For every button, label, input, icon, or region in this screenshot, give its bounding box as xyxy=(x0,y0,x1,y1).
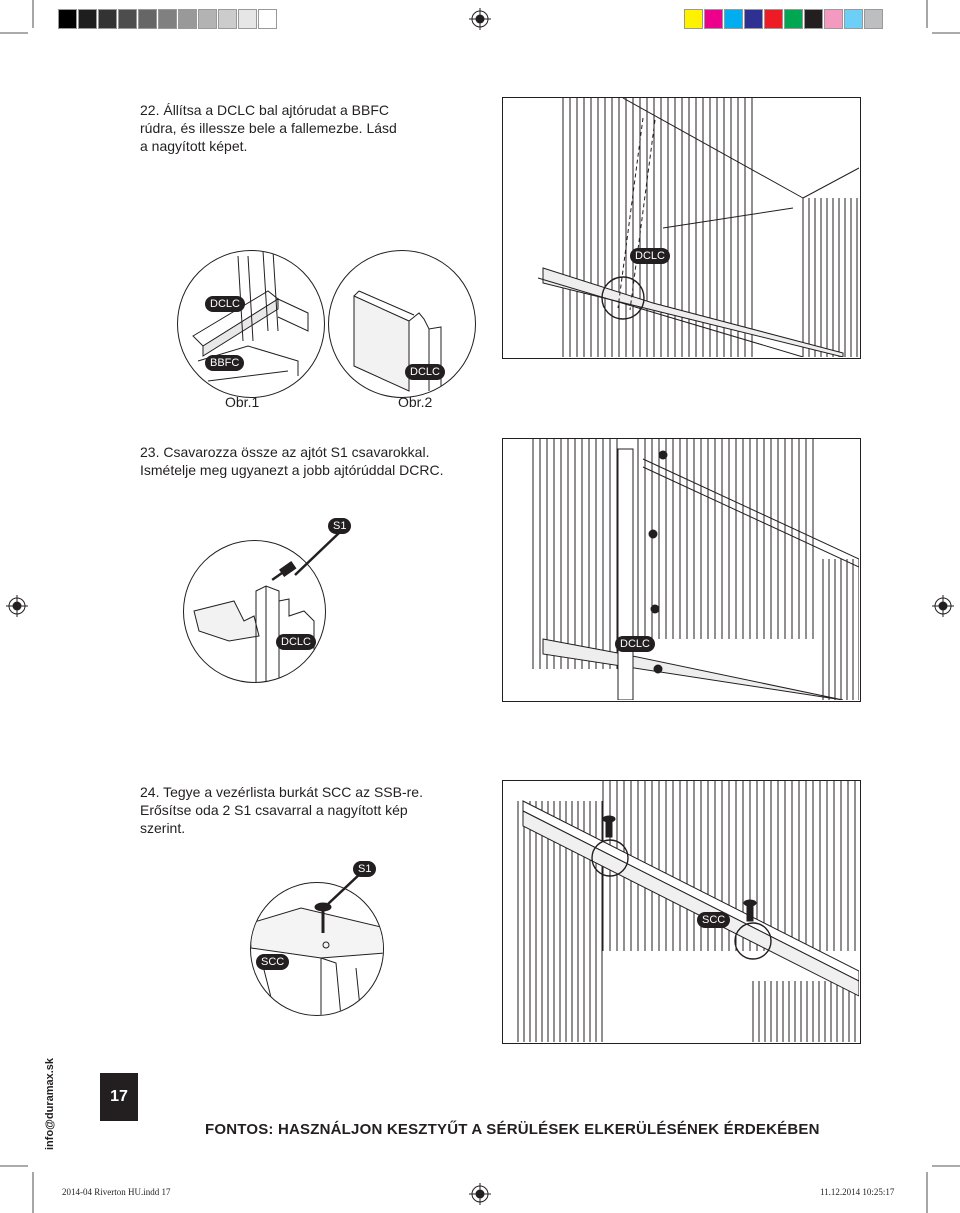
color-swatch xyxy=(704,9,723,29)
color-swatch xyxy=(864,9,883,29)
registration-mark-icon xyxy=(932,595,954,617)
color-swatch xyxy=(238,9,257,29)
step-22-text: 22. Állítsa a DCLC bal ajtórudat a BBFC rúdra, és illessze bele a fallemezbe. Lásd a nagyított képet. xyxy=(140,102,397,154)
gray-color-bar xyxy=(58,0,278,32)
registration-mark-icon xyxy=(469,8,491,30)
color-swatch xyxy=(804,9,823,29)
step-23-detail-dclc-label: DCLC xyxy=(276,634,316,650)
step-24-s1-label: S1 xyxy=(353,861,376,877)
color-swatch xyxy=(78,9,97,29)
color-swatch xyxy=(764,9,783,29)
step-24-main-scc-label: SCC xyxy=(697,912,730,928)
step-22-detail-2-dclc-label: DCLC xyxy=(405,364,445,380)
color-swatch xyxy=(98,9,117,29)
step-22-detail-1 xyxy=(177,250,325,398)
step-24-text: 24. Tegye a vezérlista burkát SCC az SSB-re. Erősítse oda 2 S1 csavarral a nagyított kép szerint. xyxy=(140,784,423,836)
color-swatch xyxy=(58,9,77,29)
step-23-main-illustration xyxy=(502,438,861,702)
color-swatch xyxy=(824,9,843,29)
figure-caption-1: Obr.1 xyxy=(225,394,260,410)
registration-mark-icon xyxy=(469,1183,491,1205)
process-color-bar xyxy=(684,0,904,32)
step-22-detail-1-bbfc-label: BBFC xyxy=(205,355,244,371)
step-23-text: 23. Csavarozza össze az ajtót S1 csavarokkal. Ismételje meg ugyanezt a jobb ajtórúddal DCRC. xyxy=(140,444,444,478)
step-22-main-illustration xyxy=(502,97,861,359)
color-swatch xyxy=(744,9,763,29)
step-22-detail-2 xyxy=(328,250,476,398)
page-number: 17 xyxy=(100,1073,138,1121)
step-22-detail-1-dclc-label: DCLC xyxy=(205,296,245,312)
step-23-callout-line xyxy=(290,530,350,580)
side-contact-text: info@duramax.sk xyxy=(44,1057,56,1150)
color-swatch xyxy=(218,9,237,29)
color-swatch xyxy=(844,9,863,29)
color-swatch xyxy=(118,9,137,29)
color-swatch xyxy=(258,9,277,29)
color-swatch xyxy=(158,9,177,29)
slug-timestamp: 11.12.2014 10:25:17 xyxy=(820,1187,895,1197)
color-swatch xyxy=(724,9,743,29)
color-swatch xyxy=(784,9,803,29)
figure-caption-2: Obr.2 xyxy=(398,394,433,410)
slug-file-name: 2014-04 Riverton HU.indd 17 xyxy=(62,1187,171,1197)
color-swatch xyxy=(684,9,703,29)
color-swatch xyxy=(138,9,157,29)
step-23-main-dclc-label: DCLC xyxy=(615,636,655,652)
color-swatch xyxy=(178,9,197,29)
step-23-s1-label: S1 xyxy=(328,518,351,534)
safety-warning: FONTOS: HASZNÁLJON KESZTYŰT A SÉRÜLÉSEK ELKERÜLÉSÉNEK ÉRDEKÉBEN xyxy=(205,1121,820,1138)
step-24-detail-scc-label: SCC xyxy=(256,954,289,970)
color-swatch xyxy=(198,9,217,29)
registration-mark-icon xyxy=(6,595,28,617)
step-24-main-illustration xyxy=(502,780,861,1044)
step-22-main-dclc-label: DCLC xyxy=(630,248,670,264)
